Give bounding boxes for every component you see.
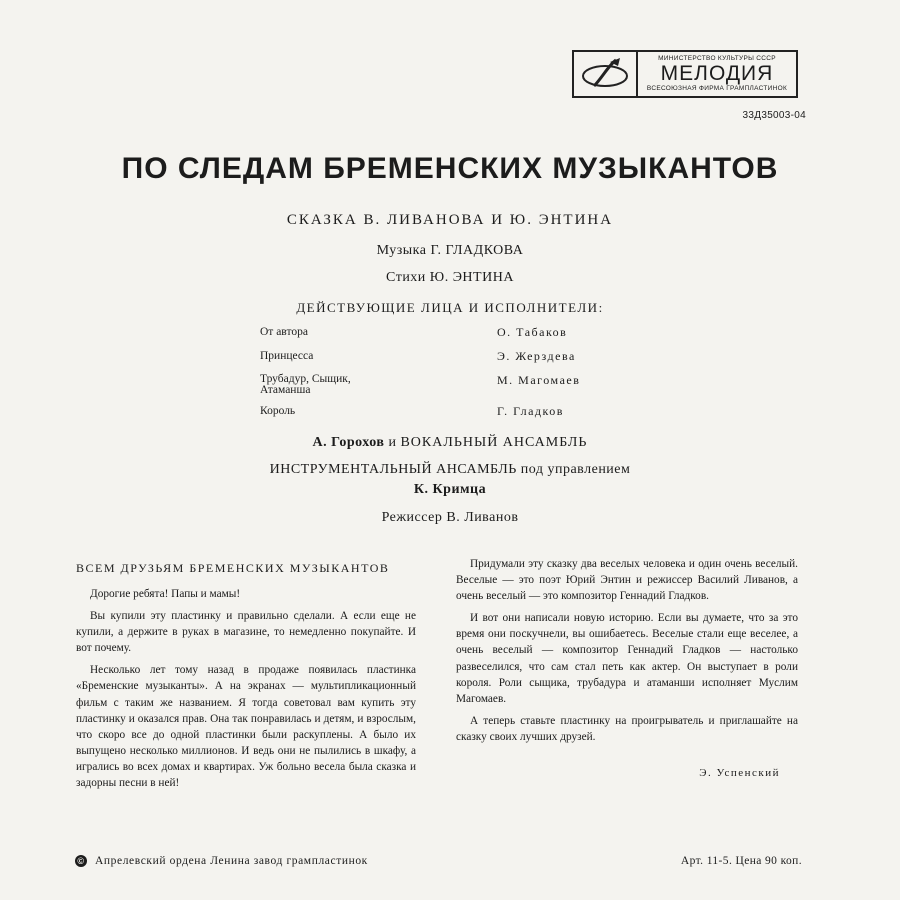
orchestra-credit: ИНСТРУМЕНТАЛЬНЫЙ АНСАМБЛЬ под управлением (269, 462, 631, 477)
footer-price: Арт. 11-5. Цена 90 коп. (680, 855, 802, 867)
album-title: ПО СЛЕДАМ БРЕМЕНСКИХ МУЗЫКАНТОВ (121, 152, 779, 185)
liner-paragraph: А теперь ставьте пластинку на проигрыватель и приглашайте на сказку своих лучших друзей. (456, 714, 798, 743)
cast-role: Король (260, 405, 296, 417)
chorus-leader: А. Горохов (312, 435, 385, 450)
cast-role: Трубадур, Сыщик, (260, 373, 351, 385)
cast-performer: О. Табаков (497, 325, 568, 339)
melodiya-emblem-icon (574, 52, 638, 96)
cast-performer: Г. Гладков (497, 404, 564, 418)
liner-heading: ВСЕМ ДРУЗЬЯМ БРЕМЕНСКИХ МУЗЫКАНТОВ (76, 561, 390, 575)
cast-performer: Э. Жерздева (497, 349, 576, 363)
liner-paragraph: И вот они написали новую историю. Если вы думаете, что за это время они поскучнели, вы ошибаетесь. Веселые стали еще веселее, а очень веселый — композитор Геннадий Гладков — настолько развеселился, что сам стал петь как актер. Он выступает в роли короля. Роли сыщика, трубадура и атаманши исполняет Муслим Магомаев. (456, 612, 798, 705)
liner-right-column (456, 556, 798, 751)
conductor-name: К. Кримца (413, 482, 487, 497)
logo-firm-text: ВСЕСОЮЗНАЯ ФИРМА ГРАМПЛАСТИНОК (646, 85, 788, 92)
vocal-ensemble: ВОКАЛЬНЫЙ АНСАМБЛЬ (400, 435, 588, 450)
liner-paragraph: Придумали эту сказку два веселых человека и один очень веселый. Веселые — это поэт Юрий Энтин и режиссер Василий Ливанов, а очень веселый — это композитор Геннадий Гладков. (456, 558, 798, 603)
chorus-joiner: и (384, 435, 401, 450)
liner-paragraph: Вы купили эту пластинку и правильно сделали. А если еще не купили, а держите в руках в магазине, то немедленно покупайте. И вот почему. (76, 610, 416, 655)
cast-role: От автора (260, 326, 308, 338)
cast-heading: ДЕЙСТВУЮЩИЕ ЛИЦА И ИСПОЛНИТЕЛИ: (296, 300, 604, 315)
subtitle: СКАЗКА В. ЛИВАНОВА И Ю. ЭНТИНА (286, 212, 614, 228)
logo-ministry-text: МИНИСТЕРСТВО КУЛЬТУРЫ СССР (658, 55, 776, 62)
lyrics-credit: Стихи Ю. ЭНТИНА (386, 270, 514, 285)
liner-left-column (76, 586, 416, 797)
music-credit: Музыка Г. ГЛАДКОВА (376, 243, 524, 258)
cast-role: Принцесса (260, 350, 314, 362)
director-credit: Режиссер В. Ливанов (381, 510, 519, 525)
melodiya-logo (572, 50, 798, 98)
liner-paragraph: Несколько лет тому назад в продаже появилась пластинка «Бременские музыканты». А на экранах — мультипликационный фильм с таким же названием. Я тогда советовал вам купить эту пластинку и оказался прав. Она так понравилась и детям, и взрослым, что скоро все до одной пластинки были раскуплены. А было их выпущено несколько миллионов. И ведь они не пылились в шкафу, а игрались во всех домах и квартирах. Уж больно весела была сказка и задорны песни в ней! (76, 664, 416, 790)
cast-role-continued: Атаманша (260, 384, 311, 396)
cast-performer: М. Магомаев (497, 373, 581, 387)
logo-brand-text: МЕЛОДИЯ (660, 62, 774, 85)
catalog-number: 33Д35003-04 (742, 110, 806, 121)
chorus-credit (0, 435, 900, 451)
liner-paragraph: Дорогие ребята! Папы и мамы! (90, 588, 241, 600)
author-signature: Э. Успенский (699, 767, 780, 779)
manufacturer-text: Апрелевский ордена Ленина завод грампластинок (95, 855, 368, 867)
copyright-icon: © (75, 855, 87, 867)
footer-manufacturer (75, 855, 368, 867)
